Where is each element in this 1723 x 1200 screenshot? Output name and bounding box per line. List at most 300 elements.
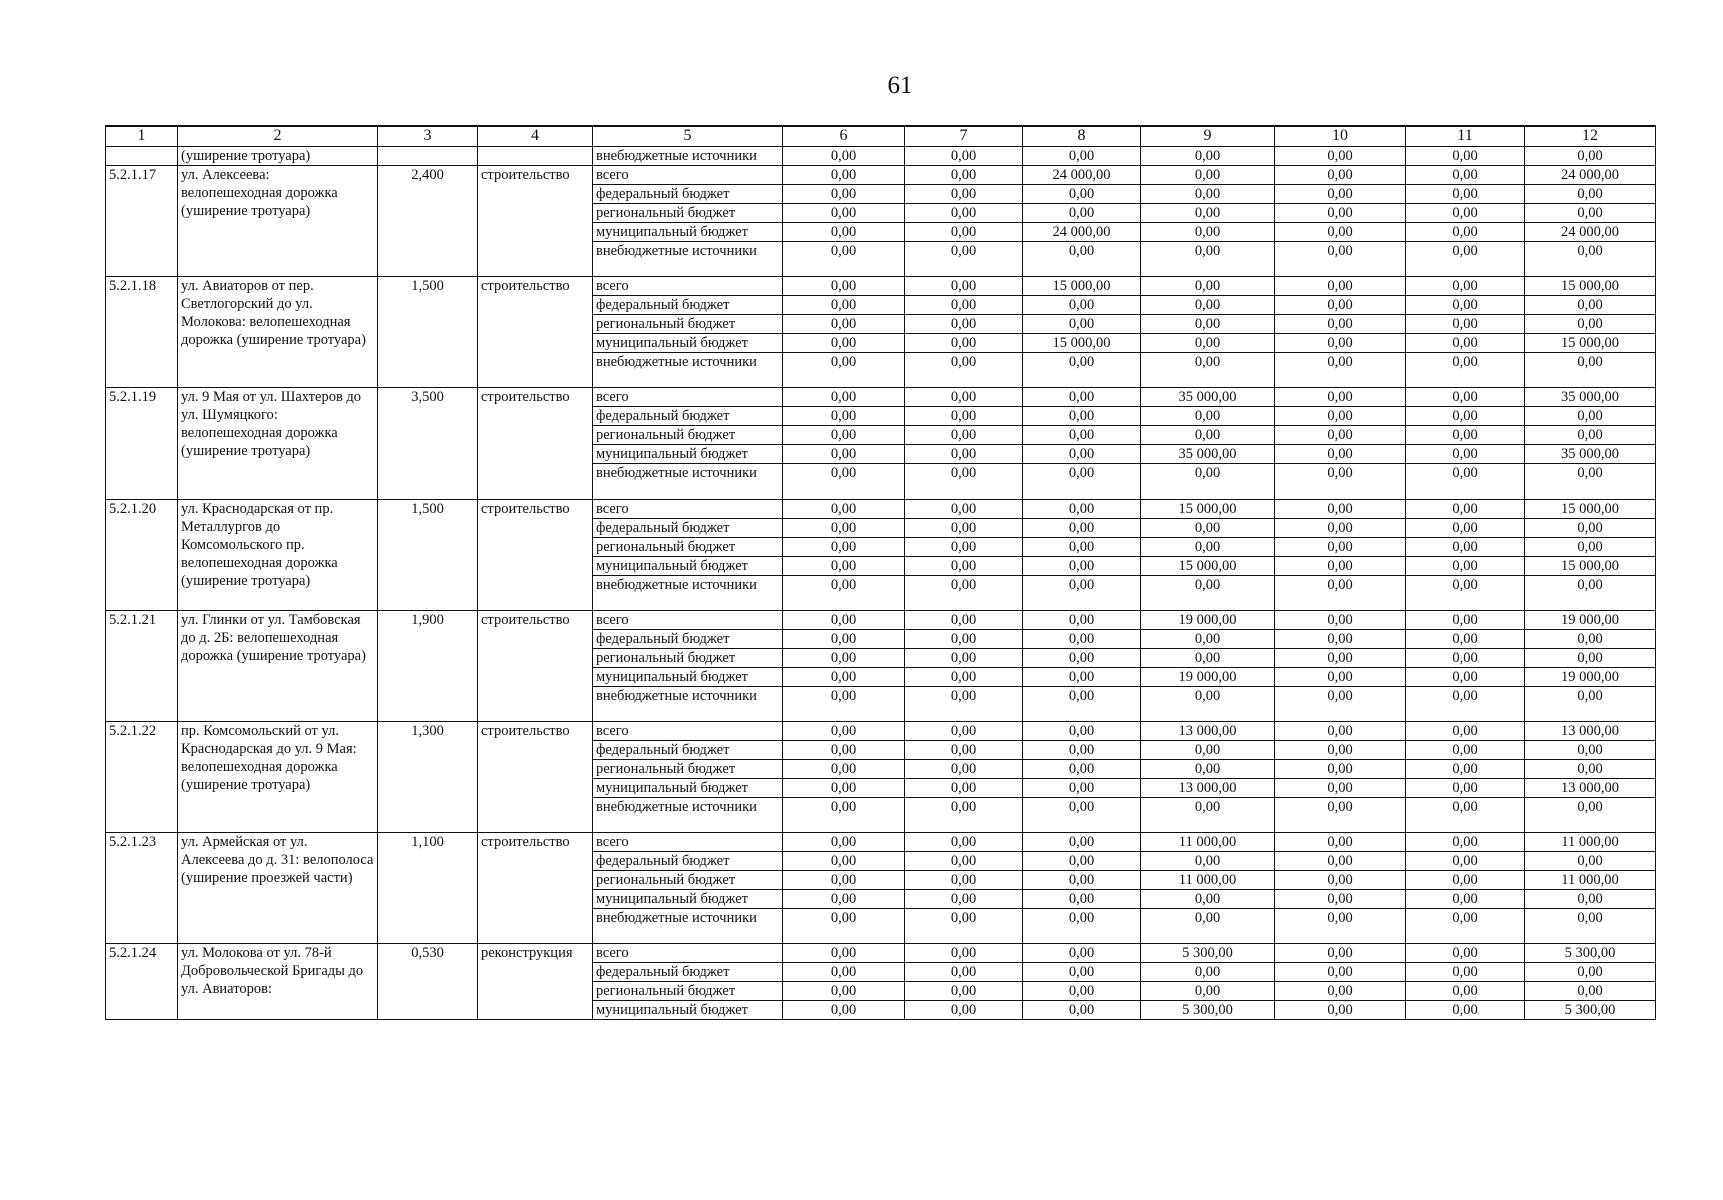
work-kind: строительство <box>478 721 593 832</box>
amount-cell: 0,00 <box>1141 277 1275 296</box>
amount-cell: 19 000,00 <box>1525 667 1656 686</box>
amount-cell: 0,00 <box>1406 963 1525 982</box>
column-number: 3 <box>378 126 478 147</box>
amount-cell: 5 300,00 <box>1141 944 1275 963</box>
work-kind: реконструкция <box>478 944 593 1020</box>
amount-cell: 0,00 <box>783 778 905 797</box>
amount-cell: 0,00 <box>905 464 1023 499</box>
amount-cell: 0,00 <box>1525 426 1656 445</box>
amount-cell: 0,00 <box>1023 833 1141 852</box>
funding-source: муниципальный бюджет <box>593 667 783 686</box>
amount-cell: 0,00 <box>1525 147 1656 166</box>
amount-cell: 0,00 <box>905 388 1023 407</box>
amount-cell: 0,00 <box>1406 185 1525 204</box>
amount-cell: 0,00 <box>905 223 1023 242</box>
amount-cell: 0,00 <box>783 740 905 759</box>
item-code <box>106 147 178 166</box>
amount-cell: 0,00 <box>1525 963 1656 982</box>
funding-source: федеральный бюджет <box>593 740 783 759</box>
amount-cell: 0,00 <box>1275 890 1406 909</box>
amount-cell: 0,00 <box>1275 296 1406 315</box>
amount-cell: 0,00 <box>1023 963 1141 982</box>
column-number: 1 <box>106 126 178 147</box>
amount-cell: 0,00 <box>1275 334 1406 353</box>
amount-cell: 0,00 <box>1023 852 1141 871</box>
amount-cell: 13 000,00 <box>1141 778 1275 797</box>
amount-cell: 0,00 <box>1525 852 1656 871</box>
amount-cell: 0,00 <box>1525 537 1656 556</box>
amount-cell: 0,00 <box>783 963 905 982</box>
amount-cell: 0,00 <box>905 426 1023 445</box>
amount-cell: 0,00 <box>1275 909 1406 944</box>
amount-cell: 24 000,00 <box>1023 223 1141 242</box>
amount-cell: 0,00 <box>1141 686 1275 721</box>
amount-cell: 0,00 <box>905 740 1023 759</box>
amount-cell: 0,00 <box>1141 464 1275 499</box>
amount-cell: 15 000,00 <box>1525 556 1656 575</box>
funding-source: региональный бюджет <box>593 204 783 223</box>
amount-cell: 0,00 <box>1275 388 1406 407</box>
amount-cell: 0,00 <box>1275 499 1406 518</box>
amount-cell: 0,00 <box>1525 353 1656 388</box>
amount-cell: 0,00 <box>905 871 1023 890</box>
amount-cell: 0,00 <box>783 147 905 166</box>
item-length: 1,500 <box>378 499 478 610</box>
amount-cell: 19 000,00 <box>1525 610 1656 629</box>
amount-cell: 0,00 <box>1525 648 1656 667</box>
funding-source: внебюджетные источники <box>593 147 783 166</box>
amount-cell: 0,00 <box>1141 759 1275 778</box>
work-kind: строительство <box>478 499 593 610</box>
funding-source: региональный бюджет <box>593 537 783 556</box>
amount-cell: 0,00 <box>905 575 1023 610</box>
amount-cell: 13 000,00 <box>1525 721 1656 740</box>
amount-cell: 0,00 <box>905 982 1023 1001</box>
amount-cell: 0,00 <box>783 944 905 963</box>
amount-cell: 0,00 <box>1275 537 1406 556</box>
item-description: ул. 9 Мая от ул. Шахтеров до ул. Шумяцкого: велопешеходная дорожка (уширение тротуара) <box>178 388 378 499</box>
amount-cell: 0,00 <box>1406 648 1525 667</box>
amount-cell: 0,00 <box>905 277 1023 296</box>
item-code: 5.2.1.23 <box>106 833 178 944</box>
amount-cell: 0,00 <box>1141 890 1275 909</box>
amount-cell: 0,00 <box>783 759 905 778</box>
amount-cell: 0,00 <box>1023 797 1141 832</box>
amount-cell: 0,00 <box>1023 740 1141 759</box>
amount-cell: 15 000,00 <box>1141 556 1275 575</box>
funding-source: региональный бюджет <box>593 982 783 1001</box>
amount-cell: 0,00 <box>1275 871 1406 890</box>
amount-cell: 15 000,00 <box>1525 277 1656 296</box>
work-kind: строительство <box>478 610 593 721</box>
funding-source: внебюджетные источники <box>593 464 783 499</box>
amount-cell: 0,00 <box>1275 223 1406 242</box>
amount-cell: 0,00 <box>783 388 905 407</box>
amount-cell: 0,00 <box>1406 721 1525 740</box>
column-number: 9 <box>1141 126 1275 147</box>
amount-cell: 0,00 <box>1141 242 1275 277</box>
table-body <box>106 147 1656 1020</box>
amount-cell: 0,00 <box>905 648 1023 667</box>
amount-cell: 15 000,00 <box>1141 499 1275 518</box>
amount-cell: 0,00 <box>1141 629 1275 648</box>
funding-source: внебюджетные источники <box>593 686 783 721</box>
amount-cell: 0,00 <box>1023 667 1141 686</box>
amount-cell: 0,00 <box>1023 556 1141 575</box>
amount-cell: 0,00 <box>1406 610 1525 629</box>
amount-cell: 0,00 <box>1525 759 1656 778</box>
amount-cell: 0,00 <box>1275 277 1406 296</box>
amount-cell: 0,00 <box>1141 407 1275 426</box>
amount-cell: 0,00 <box>1023 944 1141 963</box>
amount-cell: 0,00 <box>1141 909 1275 944</box>
amount-cell: 0,00 <box>1406 445 1525 464</box>
amount-cell: 0,00 <box>905 166 1023 185</box>
amount-cell: 0,00 <box>783 982 905 1001</box>
amount-cell: 0,00 <box>1406 778 1525 797</box>
amount-cell: 0,00 <box>1023 610 1141 629</box>
amount-cell: 0,00 <box>783 166 905 185</box>
amount-cell: 0,00 <box>1275 740 1406 759</box>
amount-cell: 0,00 <box>1406 852 1525 871</box>
item-description: ул. Глинки от ул. Тамбовская до д. 2Б: велопешеходная дорожка (уширение тротуара) <box>178 610 378 721</box>
amount-cell: 0,00 <box>905 147 1023 166</box>
amount-cell: 0,00 <box>1023 890 1141 909</box>
amount-cell: 0,00 <box>1023 204 1141 223</box>
funding-source: всего <box>593 277 783 296</box>
table-row <box>106 833 1656 852</box>
amount-cell: 0,00 <box>1141 518 1275 537</box>
item-description: пр. Комсомольский от ул. Краснодарская до ул. 9 Мая: велопешеходная дорожка (уширение тротуара) <box>178 721 378 832</box>
item-code: 5.2.1.24 <box>106 944 178 1020</box>
amount-cell: 0,00 <box>1275 147 1406 166</box>
amount-cell: 0,00 <box>1141 575 1275 610</box>
amount-cell: 0,00 <box>1141 315 1275 334</box>
amount-cell: 0,00 <box>1023 464 1141 499</box>
funding-source: внебюджетные источники <box>593 797 783 832</box>
amount-cell: 0,00 <box>1023 1001 1141 1020</box>
amount-cell: 0,00 <box>1406 629 1525 648</box>
funding-source: всего <box>593 610 783 629</box>
amount-cell: 0,00 <box>1141 963 1275 982</box>
funding-source: федеральный бюджет <box>593 296 783 315</box>
funding-source: федеральный бюджет <box>593 852 783 871</box>
amount-cell: 0,00 <box>1406 315 1525 334</box>
item-length: 1,500 <box>378 277 478 388</box>
amount-cell: 0,00 <box>1141 353 1275 388</box>
amount-cell: 0,00 <box>1023 537 1141 556</box>
amount-cell: 0,00 <box>1525 518 1656 537</box>
funding-source: всего <box>593 166 783 185</box>
amount-cell: 0,00 <box>1406 518 1525 537</box>
amount-cell: 0,00 <box>1023 426 1141 445</box>
amount-cell: 0,00 <box>905 610 1023 629</box>
amount-cell: 11 000,00 <box>1525 871 1656 890</box>
amount-cell: 0,00 <box>905 518 1023 537</box>
amount-cell: 0,00 <box>1525 982 1656 1001</box>
column-number: 4 <box>478 126 593 147</box>
funding-source: муниципальный бюджет <box>593 890 783 909</box>
amount-cell: 0,00 <box>1275 852 1406 871</box>
item-description: (уширение тротуара) <box>178 147 378 166</box>
amount-cell: 0,00 <box>783 537 905 556</box>
amount-cell: 0,00 <box>1023 185 1141 204</box>
amount-cell: 0,00 <box>1275 833 1406 852</box>
amount-cell: 0,00 <box>1275 721 1406 740</box>
amount-cell: 15 000,00 <box>1525 334 1656 353</box>
amount-cell: 15 000,00 <box>1525 499 1656 518</box>
amount-cell: 0,00 <box>1141 537 1275 556</box>
amount-cell: 0,00 <box>783 833 905 852</box>
work-kind: строительство <box>478 277 593 388</box>
work-kind: строительство <box>478 166 593 277</box>
item-code: 5.2.1.22 <box>106 721 178 832</box>
amount-cell: 0,00 <box>1275 944 1406 963</box>
amount-cell: 0,00 <box>1275 686 1406 721</box>
amount-cell: 0,00 <box>1141 797 1275 832</box>
column-number-row <box>106 126 1656 147</box>
amount-cell: 0,00 <box>783 575 905 610</box>
amount-cell: 0,00 <box>1141 426 1275 445</box>
amount-cell: 0,00 <box>1275 556 1406 575</box>
amount-cell: 0,00 <box>783 296 905 315</box>
item-length: 0,530 <box>378 944 478 1020</box>
amount-cell: 0,00 <box>1406 944 1525 963</box>
amount-cell: 0,00 <box>1406 833 1525 852</box>
amount-cell: 0,00 <box>783 871 905 890</box>
funding-source: всего <box>593 388 783 407</box>
amount-cell: 0,00 <box>905 334 1023 353</box>
amount-cell: 0,00 <box>1141 296 1275 315</box>
amount-cell: 0,00 <box>905 204 1023 223</box>
amount-cell: 0,00 <box>1525 185 1656 204</box>
amount-cell: 0,00 <box>905 721 1023 740</box>
amount-cell: 0,00 <box>1023 407 1141 426</box>
amount-cell: 0,00 <box>1406 890 1525 909</box>
amount-cell: 0,00 <box>1275 166 1406 185</box>
amount-cell: 0,00 <box>783 315 905 334</box>
amount-cell: 0,00 <box>1275 629 1406 648</box>
amount-cell: 0,00 <box>1141 982 1275 1001</box>
funding-source: региональный бюджет <box>593 759 783 778</box>
funding-source: региональный бюджет <box>593 426 783 445</box>
amount-cell: 0,00 <box>1141 852 1275 871</box>
page-number: 61 <box>887 72 913 99</box>
amount-cell: 0,00 <box>1023 518 1141 537</box>
amount-cell: 0,00 <box>1141 223 1275 242</box>
amount-cell: 0,00 <box>905 944 1023 963</box>
funding-source: муниципальный бюджет <box>593 445 783 464</box>
amount-cell: 0,00 <box>1023 353 1141 388</box>
amount-cell: 0,00 <box>905 499 1023 518</box>
amount-cell: 0,00 <box>1525 909 1656 944</box>
amount-cell: 0,00 <box>905 909 1023 944</box>
item-code: 5.2.1.17 <box>106 166 178 277</box>
amount-cell: 0,00 <box>1275 575 1406 610</box>
amount-cell: 0,00 <box>783 445 905 464</box>
funding-source: всего <box>593 833 783 852</box>
amount-cell: 0,00 <box>1141 740 1275 759</box>
amount-cell: 0,00 <box>1406 556 1525 575</box>
item-description: ул. Армейская от ул. Алексеева до д. 31: велополоса (уширение проезжей части) <box>178 833 378 944</box>
amount-cell: 0,00 <box>783 277 905 296</box>
amount-cell: 0,00 <box>1275 759 1406 778</box>
amount-cell: 0,00 <box>1275 353 1406 388</box>
table-row <box>106 147 1656 166</box>
funding-source: муниципальный бюджет <box>593 1001 783 1020</box>
amount-cell: 0,00 <box>783 556 905 575</box>
amount-cell: 0,00 <box>1275 426 1406 445</box>
column-number: 8 <box>1023 126 1141 147</box>
amount-cell: 0,00 <box>783 721 905 740</box>
amount-cell: 0,00 <box>1406 296 1525 315</box>
amount-cell: 0,00 <box>905 296 1023 315</box>
amount-cell: 0,00 <box>1023 296 1141 315</box>
funding-source: федеральный бюджет <box>593 629 783 648</box>
amount-cell: 0,00 <box>905 407 1023 426</box>
table-row <box>106 610 1656 629</box>
table-row <box>106 166 1656 185</box>
column-number: 11 <box>1406 126 1525 147</box>
amount-cell: 0,00 <box>1275 185 1406 204</box>
amount-cell: 0,00 <box>1141 166 1275 185</box>
amount-cell: 0,00 <box>783 686 905 721</box>
amount-cell: 0,00 <box>783 204 905 223</box>
amount-cell: 0,00 <box>1023 629 1141 648</box>
amount-cell: 0,00 <box>1023 315 1141 334</box>
budget-table <box>105 125 1656 1020</box>
amount-cell: 0,00 <box>1023 648 1141 667</box>
item-code: 5.2.1.19 <box>106 388 178 499</box>
amount-cell: 35 000,00 <box>1525 388 1656 407</box>
amount-cell: 0,00 <box>1525 890 1656 909</box>
amount-cell: 0,00 <box>1406 388 1525 407</box>
amount-cell: 0,00 <box>1275 407 1406 426</box>
amount-cell: 0,00 <box>783 909 905 944</box>
amount-cell: 0,00 <box>783 518 905 537</box>
amount-cell: 11 000,00 <box>1141 833 1275 852</box>
amount-cell: 0,00 <box>1023 388 1141 407</box>
amount-cell: 0,00 <box>1275 445 1406 464</box>
amount-cell: 24 000,00 <box>1525 166 1656 185</box>
table-row <box>106 388 1656 407</box>
amount-cell: 0,00 <box>1275 315 1406 334</box>
amount-cell: 0,00 <box>1275 1001 1406 1020</box>
amount-cell: 0,00 <box>1275 963 1406 982</box>
table-row <box>106 944 1656 963</box>
amount-cell: 0,00 <box>1275 464 1406 499</box>
amount-cell: 0,00 <box>1406 242 1525 277</box>
amount-cell: 0,00 <box>1023 575 1141 610</box>
amount-cell: 0,00 <box>1525 740 1656 759</box>
amount-cell: 0,00 <box>1525 204 1656 223</box>
amount-cell: 0,00 <box>1406 499 1525 518</box>
work-kind: строительство <box>478 833 593 944</box>
amount-cell: 0,00 <box>1275 797 1406 832</box>
amount-cell: 0,00 <box>905 797 1023 832</box>
amount-cell: 0,00 <box>1275 648 1406 667</box>
amount-cell: 0,00 <box>783 667 905 686</box>
amount-cell: 0,00 <box>1406 223 1525 242</box>
funding-source: региональный бюджет <box>593 648 783 667</box>
amount-cell: 0,00 <box>1525 407 1656 426</box>
amount-cell: 0,00 <box>1275 982 1406 1001</box>
amount-cell: 0,00 <box>1406 204 1525 223</box>
amount-cell: 0,00 <box>905 353 1023 388</box>
amount-cell: 0,00 <box>1525 686 1656 721</box>
amount-cell: 0,00 <box>783 242 905 277</box>
amount-cell: 0,00 <box>1141 185 1275 204</box>
item-description: ул. Авиаторов от пер. Светлогорский до ул. Молокова: велопешеходная дорожка (уширение тротуара) <box>178 277 378 388</box>
amount-cell: 0,00 <box>1525 464 1656 499</box>
amount-cell: 0,00 <box>1406 426 1525 445</box>
amount-cell: 0,00 <box>783 499 905 518</box>
amount-cell: 0,00 <box>1406 334 1525 353</box>
funding-source: региональный бюджет <box>593 871 783 890</box>
item-code: 5.2.1.21 <box>106 610 178 721</box>
amount-cell: 0,00 <box>783 648 905 667</box>
amount-cell: 0,00 <box>1275 610 1406 629</box>
funding-source: внебюджетные источники <box>593 242 783 277</box>
amount-cell: 0,00 <box>1275 518 1406 537</box>
table-row <box>106 499 1656 518</box>
amount-cell: 0,00 <box>1275 204 1406 223</box>
item-description: ул. Молокова от ул. 78-й Добровольческой Бригады до ул. Авиаторов: <box>178 944 378 1020</box>
amount-cell: 0,00 <box>783 890 905 909</box>
amount-cell: 0,00 <box>905 686 1023 721</box>
amount-cell: 0,00 <box>1141 147 1275 166</box>
amount-cell: 11 000,00 <box>1525 833 1656 852</box>
amount-cell: 0,00 <box>905 667 1023 686</box>
item-description: ул. Алексеева: велопешеходная дорожка (уширение тротуара) <box>178 166 378 277</box>
amount-cell: 0,00 <box>1023 686 1141 721</box>
amount-cell: 0,00 <box>1406 147 1525 166</box>
amount-cell: 0,00 <box>1406 1001 1525 1020</box>
amount-cell: 0,00 <box>1406 686 1525 721</box>
amount-cell: 0,00 <box>783 852 905 871</box>
table-row <box>106 277 1656 296</box>
item-code: 5.2.1.20 <box>106 499 178 610</box>
amount-cell: 0,00 <box>1525 629 1656 648</box>
amount-cell: 0,00 <box>783 797 905 832</box>
amount-cell: 0,00 <box>783 464 905 499</box>
amount-cell: 0,00 <box>905 890 1023 909</box>
amount-cell: 35 000,00 <box>1141 445 1275 464</box>
amount-cell: 35 000,00 <box>1141 388 1275 407</box>
amount-cell: 15 000,00 <box>1023 334 1141 353</box>
amount-cell: 0,00 <box>783 334 905 353</box>
amount-cell: 0,00 <box>1406 277 1525 296</box>
amount-cell: 0,00 <box>1275 242 1406 277</box>
amount-cell: 5 300,00 <box>1141 1001 1275 1020</box>
amount-cell: 0,00 <box>1023 759 1141 778</box>
amount-cell: 0,00 <box>1406 537 1525 556</box>
amount-cell: 0,00 <box>1406 909 1525 944</box>
amount-cell: 24 000,00 <box>1023 166 1141 185</box>
amount-cell: 0,00 <box>905 629 1023 648</box>
table-row <box>106 721 1656 740</box>
amount-cell: 0,00 <box>1023 445 1141 464</box>
funding-source: муниципальный бюджет <box>593 334 783 353</box>
column-number: 10 <box>1275 126 1406 147</box>
work-kind: строительство <box>478 388 593 499</box>
funding-source: региональный бюджет <box>593 315 783 334</box>
amount-cell: 0,00 <box>1141 204 1275 223</box>
column-number: 6 <box>783 126 905 147</box>
amount-cell: 19 000,00 <box>1141 667 1275 686</box>
funding-source: всего <box>593 944 783 963</box>
item-code: 5.2.1.18 <box>106 277 178 388</box>
